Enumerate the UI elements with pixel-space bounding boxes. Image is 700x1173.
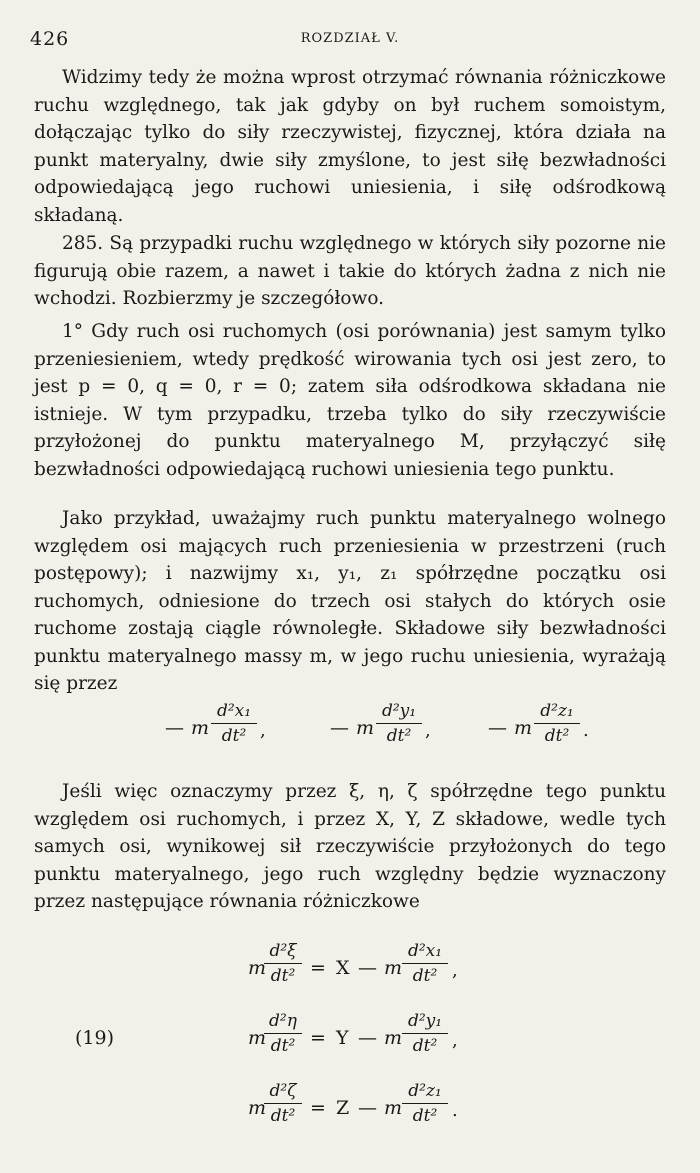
page-header <box>30 28 670 52</box>
fraction: d²x₁ dt² <box>402 940 448 987</box>
paragraph-case-1: 1° Gdy ruch osi ruchomych (osi porównania) jest samym tylko przeniesieniem, wtedy prędkość wirowania tych osi jest zero, to jest p = 0, q = 0, r = 0; zatem siła odśrodkowa składana nie istnieje. W tym przypadku, trzeba tylko do siły rzeczywiście przyłożonej do punktu materyalnego M, przyłączyć siłę bezwładności odpowiedającą ruchowi uniesienia tego punktu. <box>34 321 666 480</box>
equation-19-row-2: (19) m d²η dt² = Y — m d²y₁ dt² , <box>75 1011 458 1056</box>
fraction: d²z₁ dt² <box>534 700 580 747</box>
equation-19-row-1: m d²ξ dt² = X — m d²x₁ dt² , <box>248 941 458 986</box>
paragraph-relative-motion: Jeśli więc oznaczymy przez ξ, η, ζ spółrzędne tego punktu względem osi ruchomych, i przez X, Y, Z składowe, wedle tych samych osi, wynikowej sił rzeczywiście przyłożonych do tego punktu materyalnego, jego ruch względny będzie wyznaczony przez następujące równania różniczkowe <box>34 781 666 912</box>
fraction: d²x₁ dt² <box>211 700 257 747</box>
fraction: d²η dt² <box>264 1010 302 1057</box>
inertia-components-equation: — m d²x₁ dt² , — m d²y₁ dt² , — m d²z₁ dt² . <box>165 701 589 746</box>
fraction: d²z₁ dt² <box>402 1080 448 1127</box>
equation-19-row-3: m d²ζ dt² = Z — m d²z₁ dt² . <box>248 1081 458 1126</box>
fraction: d²ξ dt² <box>264 940 302 987</box>
page-number: 426 <box>30 28 70 50</box>
paragraph-285: 285. Są przypadki ruchu względnego w których siły pozorne nie figurują obie razem, a nawet i takie do których żadna z nich nie wchodzi. Rozbierzmy je szczegółowo. <box>34 233 666 309</box>
fraction: d²y₁ dt² <box>376 700 422 747</box>
paragraph-example: Jako przykład, uważajmy ruch punktu materyalnego wolnego względem osi mających ruch przeniesienia w przestrzeni (ruch postępowy); i nazwijmy x₁, y₁, z₁ spółrzędne początku osi ruchomych, odniesione do trzech osi stałych do których osie ruchome zostają ciągle równoległe. Składowe siły bezwładności punktu materyalnego massy m, w jego ruchu uniesienia, wyrażają się przez <box>34 508 666 694</box>
paragraph-1: Widzimy tedy że można wprost otrzymać równania różniczkowe ruchu względnego, tak jak gdyby on był ruchem somoistym, dołączając tylko do siły rzeczywistej, fizycznej, która działa na punkt materyalny, dwie siły zmyślone, to jest siłę bezwładności odpowiedającą jego ruchowi uniesienia, i siłę odśrodkową składaną. <box>34 67 666 226</box>
equation-label: (19) <box>75 1027 115 1049</box>
running-title: ROZDZIAŁ V. <box>300 31 400 46</box>
fraction: d²ζ dt² <box>264 1080 302 1127</box>
fraction: d²y₁ dt² <box>402 1010 448 1057</box>
